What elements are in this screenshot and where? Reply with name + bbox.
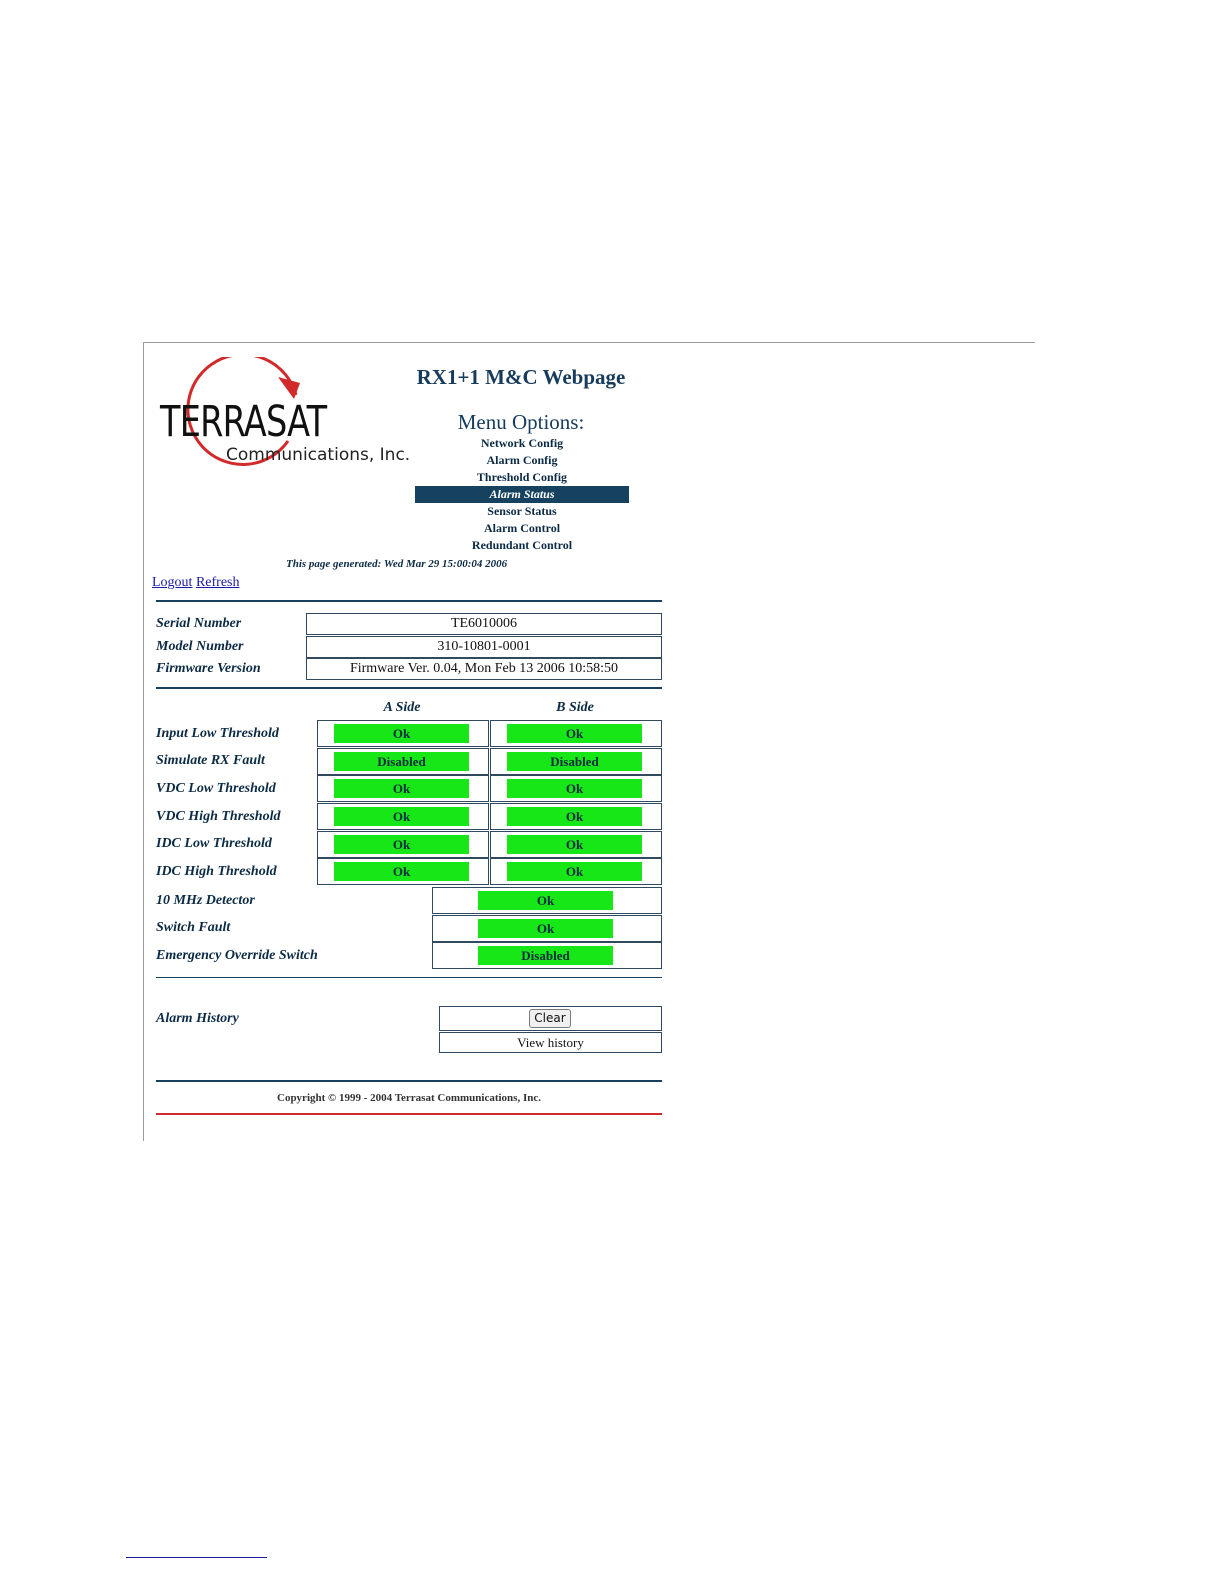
a-side-cell: [317, 775, 489, 802]
alarm-label-10mhz: 10 MHz Detector: [156, 893, 255, 908]
menu-options: [415, 435, 629, 554]
alarm-label-simulate-rx: Simulate RX Fault: [156, 753, 265, 768]
status-badge: Ok: [507, 724, 642, 743]
alarm-label-emergency-override: Emergency Override Switch: [156, 948, 318, 963]
menu-item-threshold-config[interactable]: Threshold Config: [476, 470, 568, 484]
status-badge: Disabled: [334, 752, 469, 771]
clear-button[interactable]: Clear: [529, 1009, 571, 1028]
footer-divider: [156, 1113, 662, 1115]
b-side-cell: [490, 748, 662, 775]
model-number-label: Model Number: [156, 639, 244, 654]
alarm-label-vdc-low: VDC Low Threshold: [156, 781, 276, 796]
b-side-cell: [490, 775, 662, 802]
browser-page: [143, 342, 1035, 1141]
divider: [156, 687, 662, 689]
a-side-cell: [317, 803, 489, 830]
menu-item-sensor-status[interactable]: Sensor Status: [487, 504, 557, 518]
menu-heading: Menu Options:: [457, 410, 585, 434]
terrasat-logo: [158, 357, 418, 477]
footnote-rule: [126, 1557, 267, 1558]
status-badge: Ok: [507, 835, 642, 854]
alarm-history-label: Alarm History: [156, 1011, 239, 1026]
b-side-cell: [490, 858, 662, 885]
alarm-label-idc-high: IDC High Threshold: [156, 864, 277, 879]
status-badge: Ok: [334, 807, 469, 826]
logo-subtitle: Communications, Inc.: [226, 445, 411, 465]
view-history-button[interactable]: View history: [439, 1032, 662, 1053]
b-side-cell: [490, 720, 662, 747]
menu-item-network-config[interactable]: Network Config: [480, 436, 564, 450]
alarm-label-input-low: Input Low Threshold: [156, 726, 279, 741]
menu-item-alarm-control[interactable]: Alarm Control: [483, 521, 561, 535]
firmware-version-value: Firmware Ver. 0.04, Mon Feb 13 2006 10:58:50: [306, 658, 662, 680]
status-badge: Ok: [334, 724, 469, 743]
status-cell: [432, 887, 662, 914]
model-number-value: 310-10801-0001: [306, 636, 662, 658]
a-side-cell: [317, 720, 489, 747]
status-badge: Ok: [334, 779, 469, 798]
status-badge: Ok: [507, 779, 642, 798]
alarm-label-vdc-high: VDC High Threshold: [156, 809, 281, 824]
divider: [156, 977, 662, 978]
menu-item-redundant-control[interactable]: Redundant Control: [471, 538, 573, 552]
divider: [156, 1080, 662, 1082]
alarm-label-switch-fault: Switch Fault: [156, 920, 231, 935]
status-badge: Disabled: [478, 946, 613, 965]
status-badge: Ok: [507, 862, 642, 881]
a-side-header: A Side: [383, 700, 421, 715]
status-badge: Ok: [478, 919, 613, 938]
serial-number-value: TE6010006: [306, 613, 662, 635]
status-cell: [432, 915, 662, 942]
menu-item-alarm-status[interactable]: Alarm Status: [415, 486, 629, 503]
logo-wordmark: TERRASAT: [160, 397, 327, 447]
generated-timestamp: This page generated: Wed Mar 29 15:00:04 2006: [286, 558, 508, 570]
b-side-cell: [490, 831, 662, 858]
a-side-cell: [317, 748, 489, 775]
serial-number-label: Serial Number: [156, 616, 242, 631]
status-badge: Ok: [334, 835, 469, 854]
a-side-cell: [317, 831, 489, 858]
b-side-cell: [490, 803, 662, 830]
refresh-link[interactable]: Refresh: [195, 575, 240, 590]
alarm-label-idc-low: IDC Low Threshold: [156, 836, 272, 851]
clear-cell: [439, 1006, 662, 1031]
firmware-version-label: Firmware Version: [156, 661, 261, 676]
status-badge: Ok: [478, 891, 613, 910]
menu-item-alarm-config[interactable]: Alarm Config: [486, 453, 558, 467]
page-title: RX1+1 M&C Webpage: [416, 365, 626, 389]
status-cell: [432, 942, 662, 969]
b-side-header: B Side: [556, 700, 594, 715]
top-links: [152, 575, 240, 591]
logout-link[interactable]: Logout: [152, 575, 193, 590]
status-badge: Ok: [507, 807, 642, 826]
copyright-text: Copyright © 1999 - 2004 Terrasat Communications, Inc.: [277, 1092, 541, 1104]
status-badge: Disabled: [507, 752, 642, 771]
divider: [156, 600, 662, 602]
status-badge: Ok: [334, 862, 469, 881]
a-side-cell: [317, 858, 489, 885]
